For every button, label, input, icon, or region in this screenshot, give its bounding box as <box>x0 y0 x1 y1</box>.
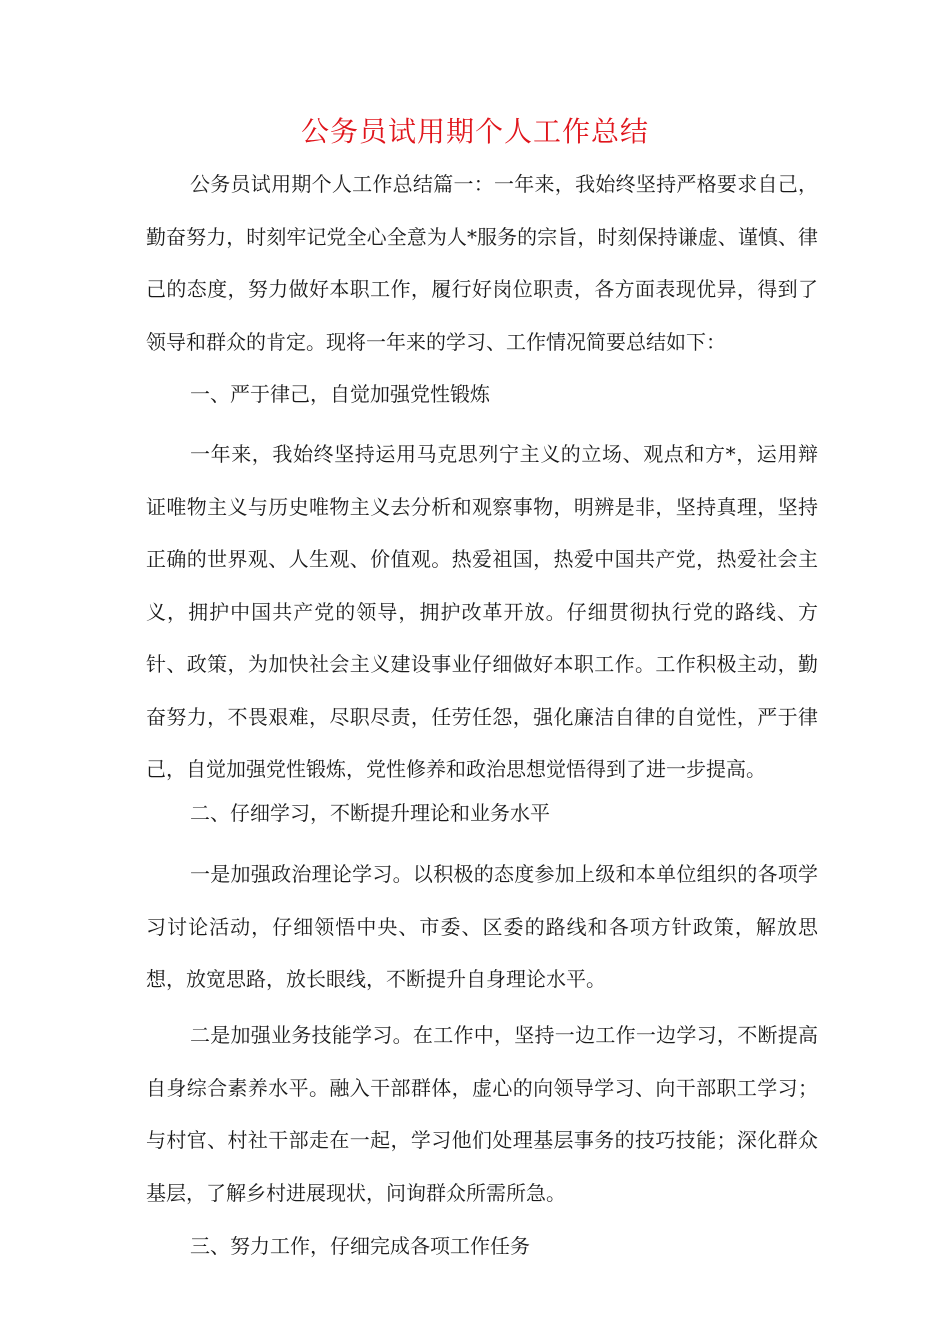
document-title: 公务员试用期个人工作总结 <box>300 115 649 148</box>
section-2-paragraph-2: 二是加强业务技能学习。在工作中，坚持一边工作一边学习，不断提高自身综合素养水平。融入干部群体，虚心的向领导学习、向干部职工学习；与村官、村社干部走在一起，学习他们处理基层事务的技巧技能；深化群众基层，了解乡村进展现状，问询群众所需所急。 <box>146 1023 818 1205</box>
section-1-body: 一年来，我始终坚持运用马克思列宁主义的立场、观点和方*，运用辩证唯物主义与历史唯物主义去分析和观察事物，明辨是非，坚持真理，坚持正确的世界观、人生观、价值观。热爱祖国，热爱中国共产党，热爱社会主义，拥护中国共产党的领导，拥护改革开放。仔细贯彻执行党的路线、方针、政策，为加快社会主义建设事业仔细做好本职工作。工作积极主动，勤奋努力，不畏艰难，尽职尽责，任劳任怨，强化廉洁自律的自觉性，严于律己，自觉加强党性锻炼，党性修养和政治思想觉悟得到了进一步提高。 <box>146 442 818 781</box>
section-1-heading: 一、严于律己，自觉加强党性锻炼 <box>190 382 490 406</box>
section-2-paragraph-1: 一是加强政治理论学习。以积极的态度参加上级和本单位组织的各项学习讨论活动，仔细领悟中央、市委、区委的路线和各项方针政策，解放思想，放宽思路，放长眼线，不断提升自身理论水平。 <box>146 862 818 991</box>
intro-paragraph: 公务员试用期个人工作总结篇一：一年来，我始终坚持严格要求自己，勤奋努力，时刻牢记党全心全意为人*服务的宗旨，时刻保持谦虚、谨慎、律己的态度，努力做好本职工作，履行好岗位职责，各方面表现优异，得到了领导和群众的肯定。现将一年来的学习、工作情况简要总结如下： <box>146 172 818 354</box>
section-3-heading: 三、努力工作，仔细完成各项工作任务 <box>190 1234 530 1258</box>
section-2-heading: 二、仔细学习，不断提升理论和业务水平 <box>190 801 550 825</box>
